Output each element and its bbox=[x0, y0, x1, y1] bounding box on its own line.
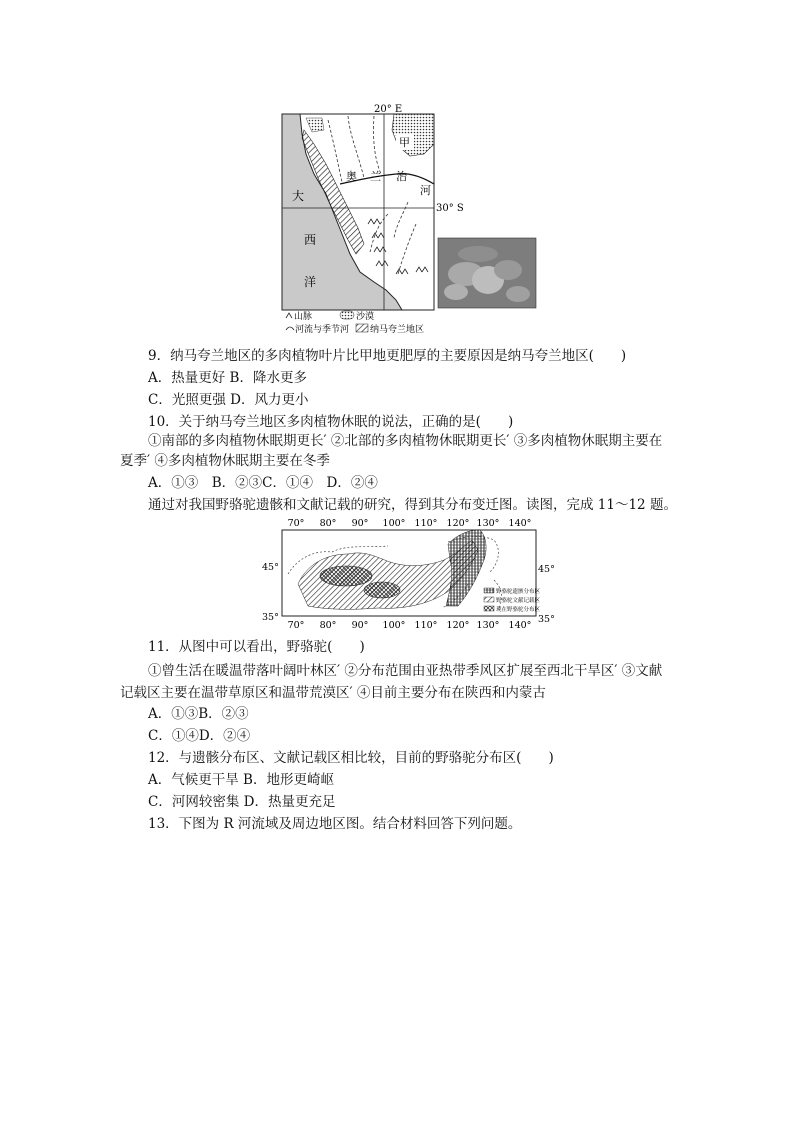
legend-desert: 沙漠 bbox=[356, 312, 375, 322]
lon-label-bottom: 140° bbox=[508, 620, 532, 631]
legend-documented: 野骆驼文献记载区 bbox=[496, 598, 541, 604]
lat-label-right: 35° bbox=[538, 614, 555, 625]
lon-label-bottom: 80° bbox=[319, 620, 337, 631]
q9-options-cd: C．光照更强 D．风力更小 bbox=[148, 392, 309, 408]
lon-label-top: 90° bbox=[351, 518, 369, 529]
lon-label-top: 110° bbox=[414, 518, 438, 529]
lon-label-top: 140° bbox=[508, 518, 532, 529]
q9-stem: 9．纳马夸兰地区的多肉植物叶片比甲地更肥厚的主要原因是纳马夸兰地区( ) bbox=[148, 348, 627, 364]
lon-label-bottom: 70° bbox=[287, 620, 305, 631]
ocean-char: 西 bbox=[304, 233, 317, 247]
legend-mountain: 山脉 bbox=[294, 312, 313, 322]
q12-options-cd: C．河网较密集 D．热量更充足 bbox=[148, 794, 336, 810]
legend-river: 河流与季节河 bbox=[295, 325, 350, 335]
intro-11-12: 通过对我国野骆驼遗骸和文献记载的研究，得到其分布变迁图。读图，完成 11～12 题。 bbox=[148, 497, 677, 513]
legend-namaqualand: 纳马夸兰地区 bbox=[370, 325, 425, 335]
ocean-char: 洋 bbox=[304, 275, 317, 289]
river-char: 治 bbox=[396, 170, 407, 183]
lon-label-bottom: 120° bbox=[446, 620, 470, 631]
lon-label-top: 130° bbox=[476, 518, 500, 529]
q11-statement-line2: 记载区主要在温带草原区和温带荒漠区′ ④目前主要分布在陕西和内蒙古 bbox=[120, 685, 546, 701]
lat-label-left: 45° bbox=[262, 562, 279, 573]
q12-stem: 12．与遗骸分布区、文献记载区相比较，目前的野骆驼分布区( ) bbox=[148, 750, 554, 766]
lon-label-top: 70° bbox=[287, 518, 305, 529]
q9-options-ab: A．热量更好 B．降水更多 bbox=[148, 370, 307, 386]
present-area bbox=[320, 566, 372, 586]
wild-camel-map bbox=[258, 514, 558, 634]
lat-label-left: 35° bbox=[262, 612, 279, 623]
lon-label-top: 100° bbox=[382, 518, 406, 529]
lon-label-bottom: 90° bbox=[351, 620, 369, 631]
legend-present: 现在野骆驼分布区 bbox=[496, 607, 541, 613]
lon-label-top: 80° bbox=[319, 518, 337, 529]
q10-statement-line1: ①南部的多肉植物休眠期更长′ ②北部的多肉植物休眠期更长′ ③多肉植物休眠期主要在 bbox=[148, 433, 663, 449]
succulent-photo bbox=[438, 238, 536, 308]
region-jia-label: 甲 bbox=[399, 136, 410, 149]
q11-options-cd: C．①④D．②④ bbox=[148, 728, 251, 744]
legend-remains: 野骆驼遗骸分布区 bbox=[496, 589, 541, 595]
parallel-label: 30° S bbox=[436, 203, 464, 214]
lat-label-right: 45° bbox=[538, 564, 555, 575]
lon-label-bottom: 100° bbox=[382, 620, 406, 631]
q10-options: A．①③ B．②③C．①④ D．②④ bbox=[148, 475, 378, 491]
lon-label-bottom: 130° bbox=[476, 620, 500, 631]
q12-options-ab: A．气候更干旱 B．地形更崎岖 bbox=[148, 772, 334, 788]
q13-stem: 13．下图为 R 河流域及周边地区图。结合材料回答下列问题。 bbox=[148, 816, 522, 832]
river-char: 兰 bbox=[370, 170, 381, 183]
q11-options-ab: A．①③B．②③ bbox=[148, 706, 249, 722]
ocean-char: 大 bbox=[292, 189, 305, 203]
river-char: 奥 bbox=[346, 170, 357, 183]
namaqualand-map bbox=[278, 104, 540, 336]
q10-statement-line2: 夏季′ ④多肉植物休眠期主要在冬季 bbox=[120, 453, 330, 469]
q11-statement-line1: ①曾生活在暖温带落叶阔叶林区′ ②分布范围由亚热带季风区扩展至西北干旱区′ ③文献 bbox=[148, 663, 663, 679]
map1-legend bbox=[286, 310, 424, 335]
meridian-label: 20° E bbox=[374, 104, 403, 115]
lon-label-top: 120° bbox=[446, 518, 470, 529]
q11-stem: 11．从图中可以看出，野骆驼( ) bbox=[148, 639, 365, 655]
river-char: 河 bbox=[420, 184, 431, 197]
lon-label-bottom: 110° bbox=[414, 620, 438, 631]
q10-stem: 10．关于纳马夸兰地区多肉植物休眠的说法，正确的是( ) bbox=[148, 414, 514, 430]
map2-legend bbox=[484, 587, 541, 613]
